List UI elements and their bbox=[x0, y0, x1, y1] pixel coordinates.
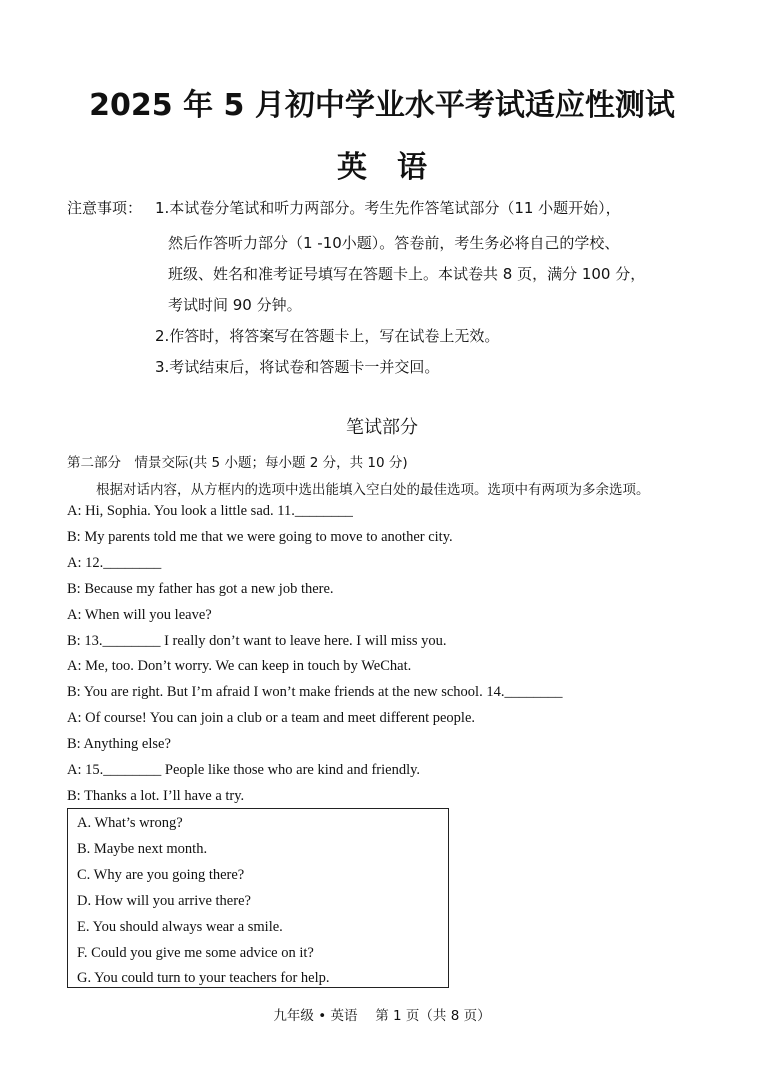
dialogue-line: B: Anything else? bbox=[67, 736, 171, 752]
exam-title: 2025 年 5 月初中学业水平考试适应性测试 bbox=[89, 88, 675, 123]
option-item: D. How will you arrive there? bbox=[77, 893, 251, 909]
dialogue-line: B: My parents told me that we were going to move to another city. bbox=[67, 529, 453, 545]
dialogue-line: A: Me, too. Don’t worry. We can keep in touch by WeChat. bbox=[67, 658, 412, 674]
dialogue-line: B: Thanks a lot. I’ll have a try. bbox=[67, 788, 245, 804]
options-box bbox=[67, 808, 449, 988]
option-item: B. Maybe next month. bbox=[77, 841, 208, 857]
dialogue-line: B: 13.________ I really don’t want to leave here. I will miss you. bbox=[67, 633, 447, 649]
dialogue-line: A: 15.________ People like those who are kind and friendly. bbox=[67, 762, 421, 778]
option-item: E. You should always wear a smile. bbox=[77, 919, 283, 935]
notice-line-1: 1.本试卷分笔试和听力两部分。考生先作答笔试部分（11 小题开始）， bbox=[155, 199, 621, 217]
dialogue-line: A: Of course! You can join a club or a team and meet different people. bbox=[67, 710, 476, 726]
option-item: A. What’s wrong? bbox=[77, 815, 183, 831]
dialogue-line: B: You are right. But I’m afraid I won’t make friends at the new school. 14.________ bbox=[67, 684, 563, 700]
option-item: G. You could turn to your teachers for help. bbox=[77, 970, 330, 986]
notice-line-3: 班级、姓名和准考证号填写在答题卡上。本试卷共 8 页，满分 100 分， bbox=[168, 265, 646, 283]
part-instruction: 根据对话内容，从方框内的选项中选出能填入空白处的最佳选项。选项中有两项为多余选项。 bbox=[96, 482, 650, 498]
notice-label: 注意事项： bbox=[67, 199, 143, 217]
notice-line-5: 2.作答时，将答案写在答题卡上，写在试卷上无效。 bbox=[155, 327, 500, 345]
option-item: C. Why are you going there? bbox=[77, 867, 245, 883]
notice-line-6: 3.考试结束后，将试卷和答题卡一并交回。 bbox=[155, 358, 440, 376]
section-title: 笔试部分 bbox=[346, 417, 418, 438]
page-footer: 九年级 • 英语 第 1 页（共 8 页） bbox=[273, 1008, 491, 1024]
part-heading: 第二部分 情景交际(共 5 小题；每小题 2 分，共 10 分) bbox=[67, 455, 408, 471]
subject-title: 英 语 bbox=[337, 150, 427, 185]
dialogue-line: A: When will you leave? bbox=[67, 607, 212, 623]
dialogue-line: A: Hi, Sophia. You look a little sad. 11.________ bbox=[67, 503, 353, 519]
dialogue-line: B: Because my father has got a new job there. bbox=[67, 581, 334, 597]
notice-line-4: 考试时间 90 分钟。 bbox=[168, 296, 302, 314]
notice-line-2: 然后作答听力部分（1 -10小题）。答卷前，考生务必将自己的学校、 bbox=[168, 234, 620, 252]
option-item: F. Could you give me some advice on it? bbox=[77, 945, 314, 961]
dialogue-line: A: 12.________ bbox=[67, 555, 162, 571]
